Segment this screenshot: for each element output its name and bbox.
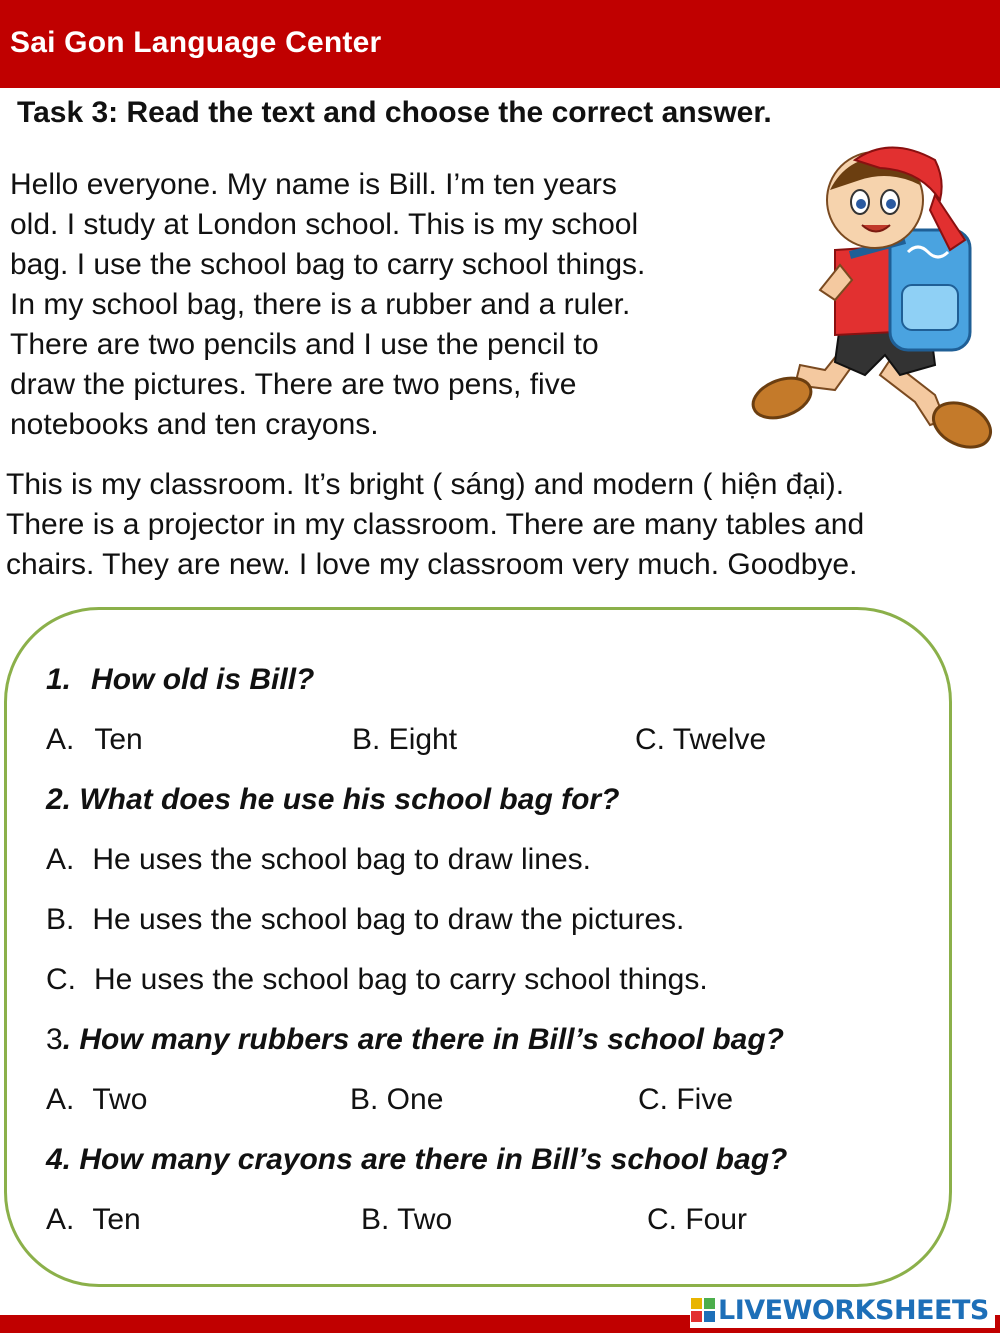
passage-line: There are two pencils and I use the pencil to <box>10 328 599 361</box>
reading-passage <box>10 165 740 445</box>
reading-passage-continued <box>6 465 996 585</box>
logo-text: LIVEWORKSHEETS <box>718 1294 989 1326</box>
passage-line: bag. I use the school bag to carry school things. <box>10 248 646 281</box>
option-text: B. One <box>350 1083 444 1116</box>
option-text: He uses the school bag to carry school things. <box>94 963 708 996</box>
option-letter: A. <box>46 1083 75 1116</box>
question-text: 2. What does he use his school bag for? <box>46 783 620 816</box>
passage-line: chairs. They are new. I love my classroom very much. Goodbye. <box>6 548 858 581</box>
option-text: Two <box>92 1083 148 1116</box>
option-4b[interactable] <box>361 1203 452 1237</box>
option-text: He uses the school bag to draw lines. <box>92 843 591 876</box>
quiz-box <box>4 607 952 1287</box>
liveworksheets-logo <box>690 1292 995 1328</box>
passage-line: draw the pictures. There are two pens, five <box>10 368 577 401</box>
question-3 <box>46 1023 784 1057</box>
option-letter: A. <box>46 1203 75 1236</box>
passage-line: Hello everyone. My name is Bill. I’m ten years <box>10 168 617 201</box>
question-1 <box>46 663 314 697</box>
question-text: . How many rubbers are there in Bill’s school bag? <box>62 1023 784 1056</box>
question-number: 1. <box>46 663 72 696</box>
option-letter: C. <box>46 963 76 996</box>
logo-mark-icon <box>690 1297 716 1323</box>
schoolboy-illustration <box>740 140 1000 470</box>
option-text: Ten <box>92 1203 141 1236</box>
passage-line: This is my classroom. It’s bright ( sáng) and modern ( hiện đại). <box>6 468 845 501</box>
option-text: He uses the school bag to draw the pictures. <box>92 903 685 936</box>
passage-line: old. I study at London school. This is my school <box>10 208 639 241</box>
option-2b[interactable] <box>46 903 684 937</box>
question-2 <box>46 783 619 817</box>
passage-line: notebooks and ten crayons. <box>10 408 379 441</box>
option-3c[interactable] <box>638 1083 733 1117</box>
task-title: Task 3: Read the text and choose the correct answer. <box>17 96 772 129</box>
header-title: Sai Gon Language Center <box>10 26 382 59</box>
question-4 <box>46 1143 787 1177</box>
option-text: C. Twelve <box>635 723 767 756</box>
header-bar <box>0 0 1000 88</box>
option-text: C. Four <box>647 1203 748 1236</box>
option-1b[interactable] <box>352 723 457 757</box>
passage-line: In my school bag, there is a rubber and a ruler. <box>10 288 631 321</box>
option-letter: A. <box>46 723 75 756</box>
option-4a[interactable] <box>46 1203 141 1237</box>
option-3a[interactable] <box>46 1083 147 1117</box>
option-letter: B. <box>46 903 75 936</box>
option-2a[interactable] <box>46 843 591 877</box>
question-text: How old is Bill? <box>91 663 315 696</box>
option-letter: A. <box>46 843 75 876</box>
option-3b[interactable] <box>350 1083 443 1117</box>
passage-line: There is a projector in my classroom. There are many tables and <box>6 508 865 541</box>
question-text: 4. How many crayons are there in Bill’s school bag? <box>46 1143 788 1176</box>
option-text: C. Five <box>638 1083 734 1116</box>
option-1c[interactable] <box>635 723 766 757</box>
option-4c[interactable] <box>647 1203 747 1237</box>
option-1a[interactable] <box>46 723 143 757</box>
question-number: 3 <box>46 1023 63 1056</box>
option-2c[interactable] <box>46 963 708 997</box>
option-text: B. Two <box>361 1203 453 1236</box>
option-text: Ten <box>94 723 143 756</box>
option-text: B. Eight <box>352 723 458 756</box>
